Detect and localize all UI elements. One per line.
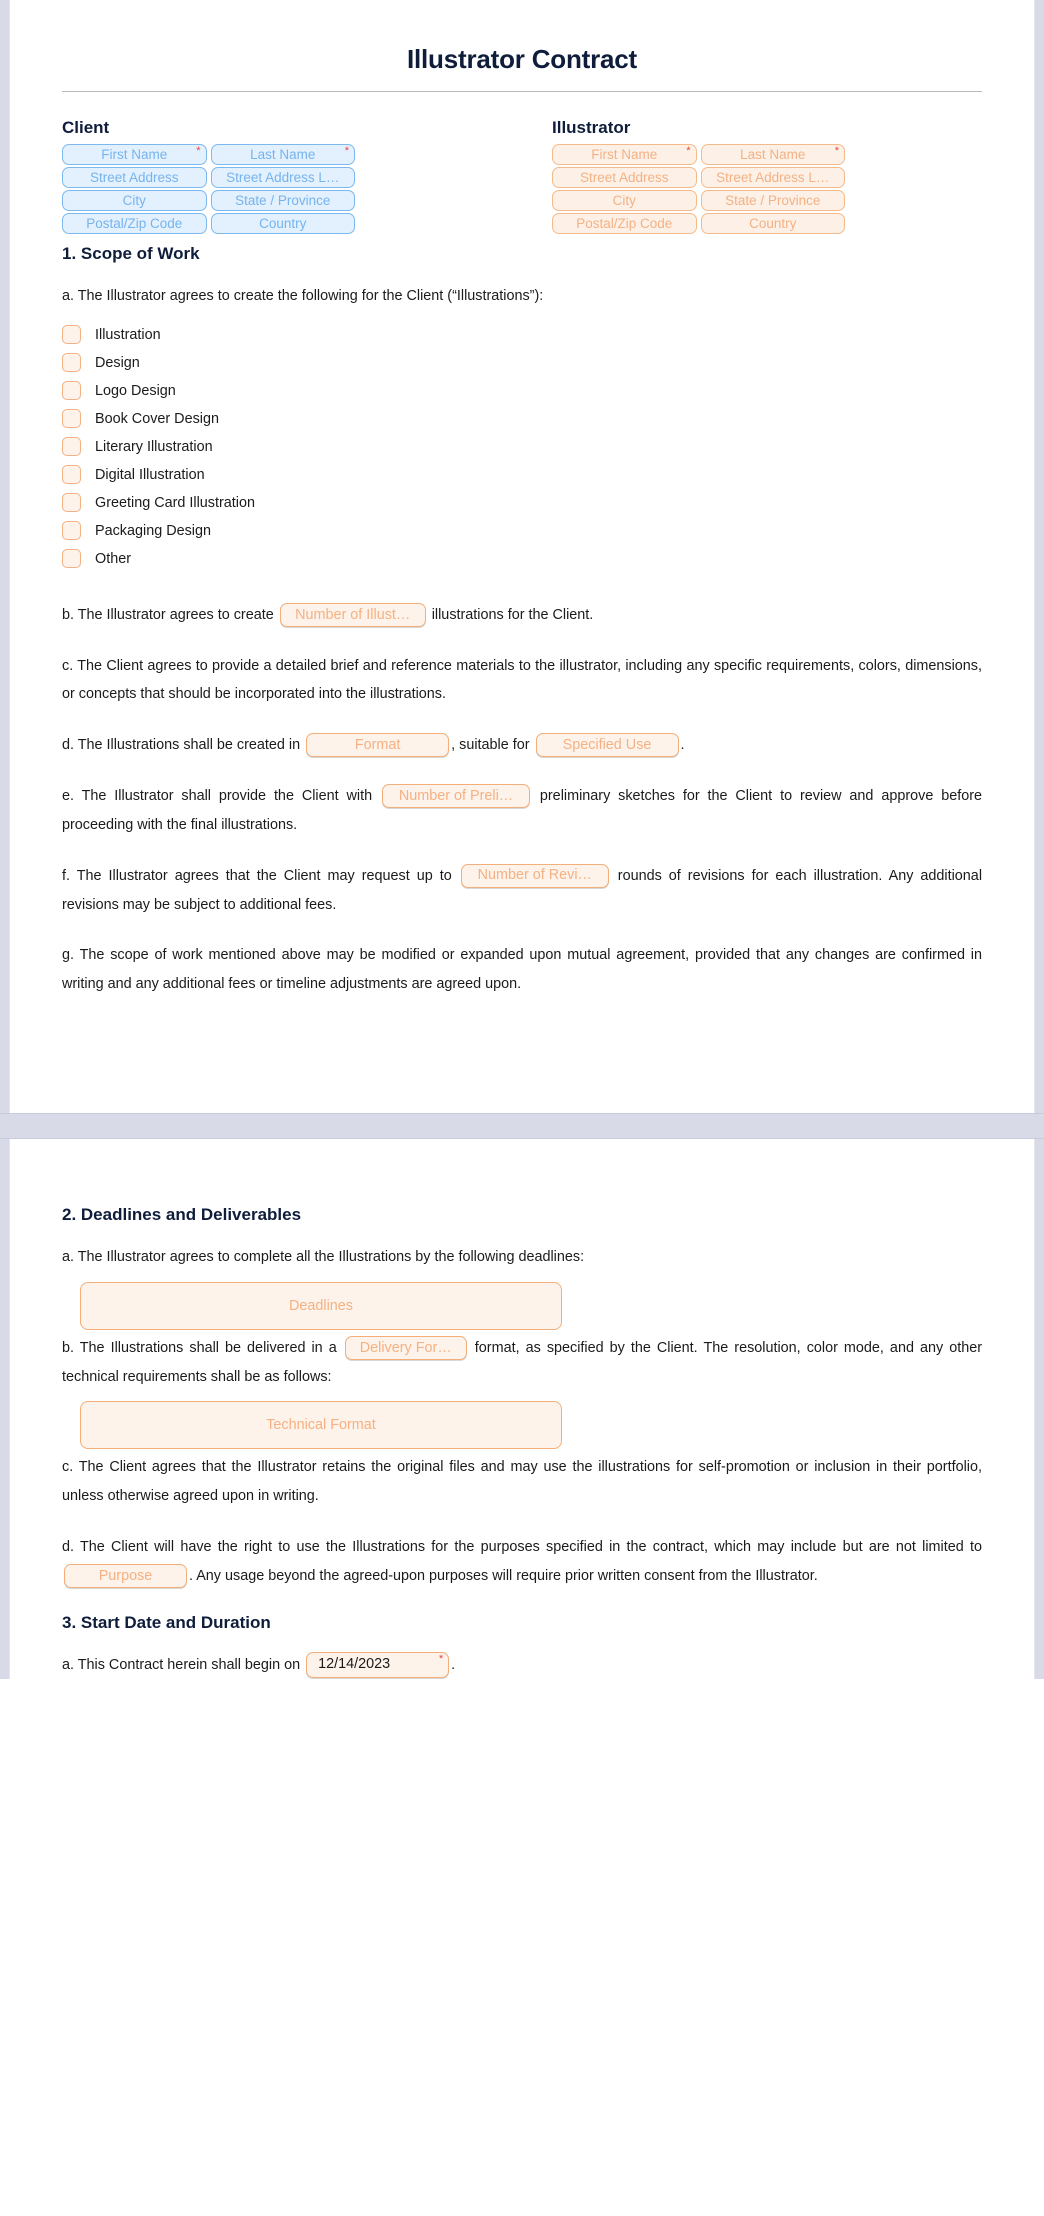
client-postal-code-placeholder: Postal/Zip Code xyxy=(86,215,183,231)
illustrator-address-fields xyxy=(552,144,845,234)
required-marker-icon: * xyxy=(834,145,839,157)
section-1-clause-d-middle: , suitable for xyxy=(451,737,530,754)
scope-of-work-checkbox-list xyxy=(62,321,982,573)
illustrator-street-address-input[interactable] xyxy=(552,167,697,188)
list-item[interactable] xyxy=(62,321,982,349)
purpose-input[interactable] xyxy=(64,1564,187,1588)
client-state-input[interactable] xyxy=(211,190,356,211)
list-item[interactable] xyxy=(62,545,982,573)
list-item[interactable] xyxy=(62,433,982,461)
number-of-revisions-input[interactable] xyxy=(461,864,609,888)
client-last-name-input[interactable] xyxy=(211,144,356,165)
number-of-revisions-placeholder: Number of Revi… xyxy=(477,867,592,884)
illustrator-city-input[interactable] xyxy=(552,190,697,211)
client-city-placeholder: City xyxy=(122,192,146,208)
client-street-address-2-placeholder: Street Address L… xyxy=(226,169,340,185)
section-2-clause-b xyxy=(62,1334,982,1392)
checkbox-label: Logo Design xyxy=(95,382,176,399)
section-2-clause-d-prefix: d. The Client will have the right to use the Illustrations for the purposes specified in the contract, which may include but are not limited to xyxy=(62,1539,982,1555)
list-item[interactable] xyxy=(62,349,982,377)
section-1-clause-e-suffix: preliminary sketches for the Client to review and approve before proceeding with the final illustrations. xyxy=(62,788,983,833)
technical-format-placeholder: Technical Format xyxy=(266,1417,376,1434)
illustrator-street-address-2-placeholder: Street Address L… xyxy=(716,169,830,185)
format-input[interactable] xyxy=(306,733,449,757)
number-of-preliminary-sketches-input[interactable] xyxy=(382,784,530,808)
section-1-clause-f xyxy=(62,862,982,920)
document-page-2 xyxy=(9,1139,1035,1680)
checkbox-icon[interactable] xyxy=(62,549,81,568)
party-client-heading: Client xyxy=(62,118,110,137)
start-date-input[interactable] xyxy=(306,1652,449,1678)
illustrator-street-address-placeholder: Street Address xyxy=(579,169,669,185)
checkbox-label: Design xyxy=(95,354,140,371)
party-illustrator xyxy=(522,118,982,234)
page-2-top-padding xyxy=(10,1139,1034,1195)
illustrator-state-placeholder: State / Province xyxy=(725,192,821,208)
start-date-value: 12/14/2023 xyxy=(318,1656,391,1673)
section-1-clause-f-suffix: rounds of revisions for each illustration. Any additional revisions may be subject to additional fees. xyxy=(62,867,983,913)
section-1-clause-e-prefix: e. The Illustrator shall provide the Client with xyxy=(62,788,373,805)
section-1-clause-d xyxy=(62,731,982,760)
client-last-name-placeholder: Last Name xyxy=(250,146,316,162)
checkbox-label: Literary Illustration xyxy=(95,438,213,455)
section-1-clause-b-suffix: illustrations for the Client. xyxy=(431,606,594,623)
delivery-format-input[interactable] xyxy=(345,1336,467,1360)
delivery-format-placeholder: Delivery For… xyxy=(359,1339,452,1356)
document-page-1 xyxy=(9,0,1035,1113)
client-address-fields xyxy=(62,144,355,234)
required-marker-icon: * xyxy=(196,145,201,157)
section-1-clause-d-prefix: d. The Illustrations shall be created in xyxy=(62,737,301,754)
section-1-clause-d-suffix: . xyxy=(680,737,685,754)
list-item[interactable] xyxy=(62,405,982,433)
illustrator-state-input[interactable] xyxy=(701,190,846,211)
checkbox-label: Packaging Design xyxy=(95,522,211,539)
section-3-clause-a-prefix: a. This Contract herein shall begin on xyxy=(62,1656,301,1673)
section-2-clause-c: c. The Client agrees that the Illustrator retains the original files and may use the illustrations for self-promotion or inclusion in their portfolio, unless otherwise agreed upon in writing. xyxy=(62,1459,982,1505)
section-3-clause-a-suffix: . xyxy=(451,1656,456,1673)
section-2-clause-b-suffix: format, as specified by the Client. The resolution, color mode, and any other technical requirements shall be as follows: xyxy=(62,1339,983,1385)
specified-use-input[interactable] xyxy=(536,733,679,757)
checkbox-label: Greeting Card Illustration xyxy=(95,494,255,511)
required-marker-icon: * xyxy=(344,145,349,157)
illustrator-first-name-input[interactable] xyxy=(552,144,697,165)
checkbox-icon[interactable] xyxy=(62,353,81,372)
section-1-clause-g: g. The scope of work mentioned above may be modified or expanded upon mutual agreement, provided that any changes are confirmed in writing and any additional fees or timeline adjustments are agreed upon. xyxy=(62,947,982,993)
client-city-input[interactable] xyxy=(62,190,207,211)
page-separator xyxy=(0,1113,1044,1139)
illustrator-first-name-placeholder: First Name xyxy=(591,146,658,162)
list-item[interactable] xyxy=(62,461,982,489)
illustrator-country-placeholder: Country xyxy=(749,215,797,231)
required-marker-icon: * xyxy=(686,145,691,157)
illustrator-country-input[interactable] xyxy=(701,213,846,234)
section-3-clause-a xyxy=(62,1651,982,1680)
checkbox-icon[interactable] xyxy=(62,437,81,456)
section-1-clause-b xyxy=(62,601,982,630)
page-title: Illustrator Contract xyxy=(406,44,638,74)
number-of-illustrations-input[interactable] xyxy=(280,603,426,627)
number-of-illustrations-placeholder: Number of Illust… xyxy=(295,606,411,623)
section-1-heading: 1. Scope of Work xyxy=(62,244,200,263)
section-2-clause-d-suffix: . Any usage beyond the agreed-upon purposes will require prior written consent from the Illustrator. xyxy=(189,1567,818,1584)
checkbox-label: Digital Illustration xyxy=(95,466,205,483)
client-postal-code-input[interactable] xyxy=(62,213,207,234)
client-street-address-placeholder: Street Address xyxy=(89,169,179,185)
deadlines-textarea[interactable] xyxy=(80,1282,562,1330)
party-illustrator-heading: Illustrator xyxy=(552,118,631,137)
list-item[interactable] xyxy=(62,517,982,545)
illustrator-city-placeholder: City xyxy=(612,192,636,208)
list-item[interactable] xyxy=(62,377,982,405)
section-1-clause-f-prefix: f. The Illustrator agrees that the Client may request up to xyxy=(62,867,452,884)
section-1-clause-c: c. The Client agrees to provide a detailed brief and reference materials to the illustrator, including any specific requirements, colors, dimensions, or concepts that should be incorporated into the illustrations. xyxy=(62,657,982,703)
section-2-clause-b-prefix: b. The Illustrations shall be delivered in a xyxy=(62,1339,337,1356)
deadlines-placeholder: Deadlines xyxy=(289,1297,353,1314)
client-country-input[interactable] xyxy=(211,213,356,234)
client-street-address-input[interactable] xyxy=(62,167,207,188)
checkbox-icon[interactable] xyxy=(62,409,81,428)
checkbox-icon[interactable] xyxy=(62,381,81,400)
section-3-heading: 3. Start Date and Duration xyxy=(62,1612,271,1632)
checkbox-icon[interactable] xyxy=(62,465,81,484)
illustrator-postal-code-input[interactable] xyxy=(552,213,697,234)
client-street-address-2-input[interactable] xyxy=(211,167,356,188)
parties-section xyxy=(62,118,982,234)
client-first-name-placeholder: First Name xyxy=(101,146,168,162)
checkbox-icon[interactable] xyxy=(62,325,81,344)
checkbox-label: Illustration xyxy=(95,326,161,343)
illustrator-last-name-placeholder: Last Name xyxy=(740,146,806,162)
specified-use-placeholder: Specified Use xyxy=(562,737,652,754)
client-country-placeholder: Country xyxy=(259,215,307,231)
section-1-clause-a: a. The Illustrator agrees to create the following for the Client (“Illustrations”): xyxy=(62,288,544,304)
section-1-clause-b-prefix: b. The Illustrator agrees to create xyxy=(62,606,274,623)
number-of-preliminary-sketches-placeholder: Number of Preli… xyxy=(398,787,514,804)
section-2-clause-d xyxy=(62,1533,982,1591)
checkbox-label: Book Cover Design xyxy=(95,410,219,427)
technical-format-textarea[interactable] xyxy=(80,1401,562,1449)
illustrator-postal-code-placeholder: Postal/Zip Code xyxy=(576,215,673,231)
section-2-heading: 2. Deadlines and Deliverables xyxy=(62,1204,302,1224)
checkbox-icon[interactable] xyxy=(62,521,81,540)
page-1-bottom-padding xyxy=(10,1021,1034,1113)
client-first-name-input[interactable] xyxy=(62,144,207,165)
illustrator-street-address-2-input[interactable] xyxy=(701,167,846,188)
purpose-placeholder: Purpose xyxy=(98,1567,153,1584)
required-marker-icon: * xyxy=(438,1652,444,1665)
checkbox-label: Other xyxy=(95,550,131,567)
section-1-clause-e xyxy=(62,782,982,840)
illustrator-last-name-input[interactable] xyxy=(701,144,846,165)
format-placeholder: Format xyxy=(354,737,401,754)
list-item[interactable] xyxy=(62,489,982,517)
client-state-placeholder: State / Province xyxy=(235,192,331,208)
checkbox-icon[interactable] xyxy=(62,493,81,512)
section-2-clause-a: a. The Illustrator agrees to complete all the Illustrations by the following deadlines: xyxy=(62,1248,585,1265)
title-divider xyxy=(62,91,982,92)
party-client xyxy=(62,118,522,234)
